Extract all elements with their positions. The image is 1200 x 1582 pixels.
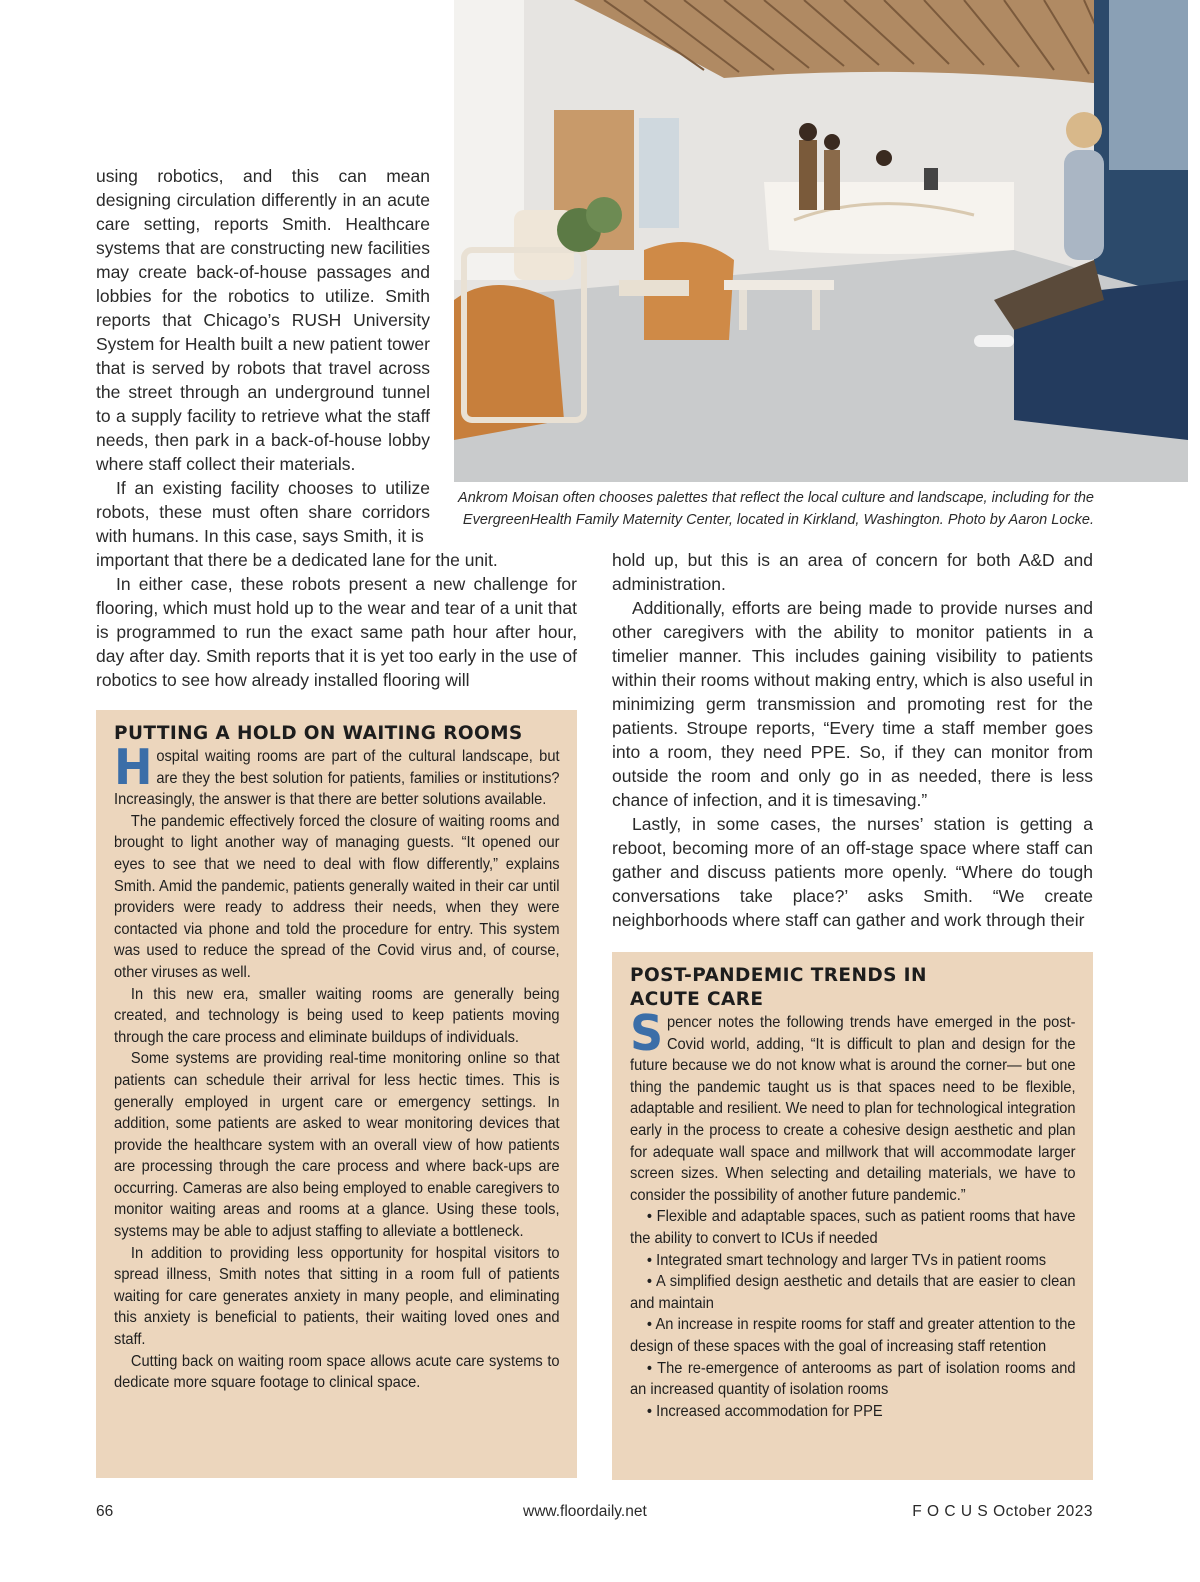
drop-cap: S — [630, 1005, 664, 1062]
page-number: 66 — [96, 1503, 114, 1520]
footer-magazine-issue: F O C U S October 2023 — [912, 1503, 1093, 1520]
sidebar-paragraph: Some systems are providing real-time monitoring online so that patients can schedule their arrival for less hectic times. This is generally employed in urgent care or emergency settings. In addition, some patients are asked to wear monitoring devices that provide the healthcare system with an overall view of how patients are processing through the care process and where back-ups are occurring. Cameras are also being employed to enable caregivers to monitor waiting areas and rooms at a glance. Using these tools, systems may be able to adjust staffing to alleviate a bottleneck. — [114, 1050, 560, 1241]
bullet-item: • Integrated smart technology and larger TVs in patient rooms — [646, 1251, 1047, 1269]
body-paragraph: In either case, these robots present a new challenge for flooring, which must hold up to the wear and tear of a unit that is programmed to run the exact same path hour after hour, day after day. Smith reports that it is yet too early in the use of robotics to see how already installed flooring will — [96, 574, 577, 690]
body-paragraph: important that there be a dedicated lane for the unit. — [96, 550, 498, 570]
photo-caption: Ankrom Moisan often chooses palettes that reflect the local culture and landscape, including for the EvergreenHealth Family Maternity Center, located in Kirkland, Washington. Photo by Aaron Locke. — [458, 490, 1094, 528]
drop-cap: H — [114, 739, 153, 796]
left-column-full — [96, 548, 577, 692]
bullet-item: • The re-emergence of anterooms as part of isolation rooms and an increased quantity of isolation rooms — [630, 1359, 1076, 1399]
footer-url: www.floordaily.net — [523, 1503, 647, 1520]
sidebar-paragraph: Cutting back on waiting room space allows acute care systems to dedicate more square footage to clinical space. — [114, 1352, 560, 1392]
bullet-item: • An increase in respite rooms for staff and greater attention to the design of these spaces with the goal of increasing staff retention — [630, 1316, 1076, 1355]
sidebar-paragraph-text: ospital waiting rooms are part of the cultural landscape, but are they the best solution for patients, families or institutions? Increasingly, the answer is that there are better solutions available. — [114, 748, 560, 809]
sidebar-post-pandemic-trends — [612, 952, 1093, 1480]
body-paragraph: using robotics, and this can mean designing circulation differently in an acute care setting, reports Smith. Healthcare systems that are constructing new facilities may create back-of-house passages and lobbies for the robotics to utilize. Smith reports that Chicago’s RUSH University System for Health built a new patient tower that is served by robots that travel across the street through an underground tunnel to a supply facility to retrieve what the staff needs, then park in a back-of-house lobby where staff collect their materials. — [96, 166, 430, 474]
sidebar-paragraph: In this new era, smaller waiting rooms are generally being created, and technology is being used to keep patients moving through the care process and eliminate buildups of individuals. — [114, 985, 560, 1046]
sidebar-paragraph-text: pencer notes the following trends have emerged in the post-Covid world, adding, “It is difficult to plan and design for the future because we do not know what is around the corner— but one thing the pandemic taught us is that spaces need to be flexible, adaptable and resilient. We need to plan for technological integration early in the process to create a cohesive design aesthetic and plan for adequate wall space and millwork that will accommodate larger screen sizes. When selecting and detailing materials, we have to consider the possibility of another future pandemic.” — [630, 1014, 1076, 1204]
lobby-photo — [454, 0, 1188, 482]
bullet-item: • Increased accommodation for PPE — [646, 1402, 883, 1420]
sidebar-title-line: POST-PANDEMIC TRENDS IN — [630, 965, 927, 986]
sidebar-title-line: ACUTE CARE — [630, 989, 764, 1010]
body-paragraph: Additionally, efforts are being made to provide nurses and other caregivers with the ability to monitor patients in a timelier manner. This includes gaining visibility to patients within their rooms without making entry, which is also useful in minimizing germ transmission and promoting rest for the patients. Stroupe reports, “Every time a staff member goes into a room, they need PPE. So, if they can monitor from outside the room and only go in as needed, there is less chance of infection, and it is timesaving.” — [612, 598, 1093, 810]
sidebar-title: PUTTING A HOLD ON WAITING ROOMS — [114, 723, 523, 744]
sidebar-paragraph: In addition to providing less opportunity for hospital visitors to spread illness, Smith notes that sitting in a room full of patients waiting for care generates anxiety in many people, and eliminating this anxiety is beneficial to patients, their waiting loved ones and staff. — [114, 1244, 560, 1349]
lobby-photo-illustration — [454, 0, 1188, 482]
bullet-item: • A simplified design aesthetic and details that are easier to clean and maintain — [630, 1273, 1076, 1312]
body-paragraph: Lastly, in some cases, the nurses’ station is getting a reboot, becoming more of an off-stage space where staff can gather and discuss patients more openly. “Where do tough conversations take place?’ asks Smith. “We create neighborhoods where staff can gather and work through their — [612, 814, 1093, 930]
body-paragraph: If an existing facility chooses to utilize robots, these must often share corridors with humans. In this case, says Smith, it is — [96, 478, 430, 546]
sidebar-paragraph: The pandemic effectively forced the closure of waiting rooms and brought to light another way of managing guests. “It opened our eyes to see that we need to deal with flow differently,” explains Smith. Amid the pandemic, patients generally waited in their car until providers were ready to address their needs, when they were contacted via phone and told the procedure for entry. This system was used to reduce the spread of the Covid virus and, of course, other viruses as well. — [114, 812, 560, 981]
bullet-item: • Flexible and adaptable spaces, such as patient rooms that have the ability to convert to ICUs if needed — [630, 1208, 1076, 1247]
body-paragraph: hold up, but this is an area of concern for both A&D and administration. — [612, 550, 1093, 594]
left-column-top — [96, 164, 430, 476]
sidebar-waiting-rooms — [96, 710, 577, 1478]
sidebar-paragraph — [114, 739, 560, 811]
right-column — [612, 548, 1093, 932]
left-column-wrap — [96, 476, 430, 548]
sidebar-paragraph — [630, 1005, 1076, 1206]
sidebar-title — [630, 964, 1075, 1012]
